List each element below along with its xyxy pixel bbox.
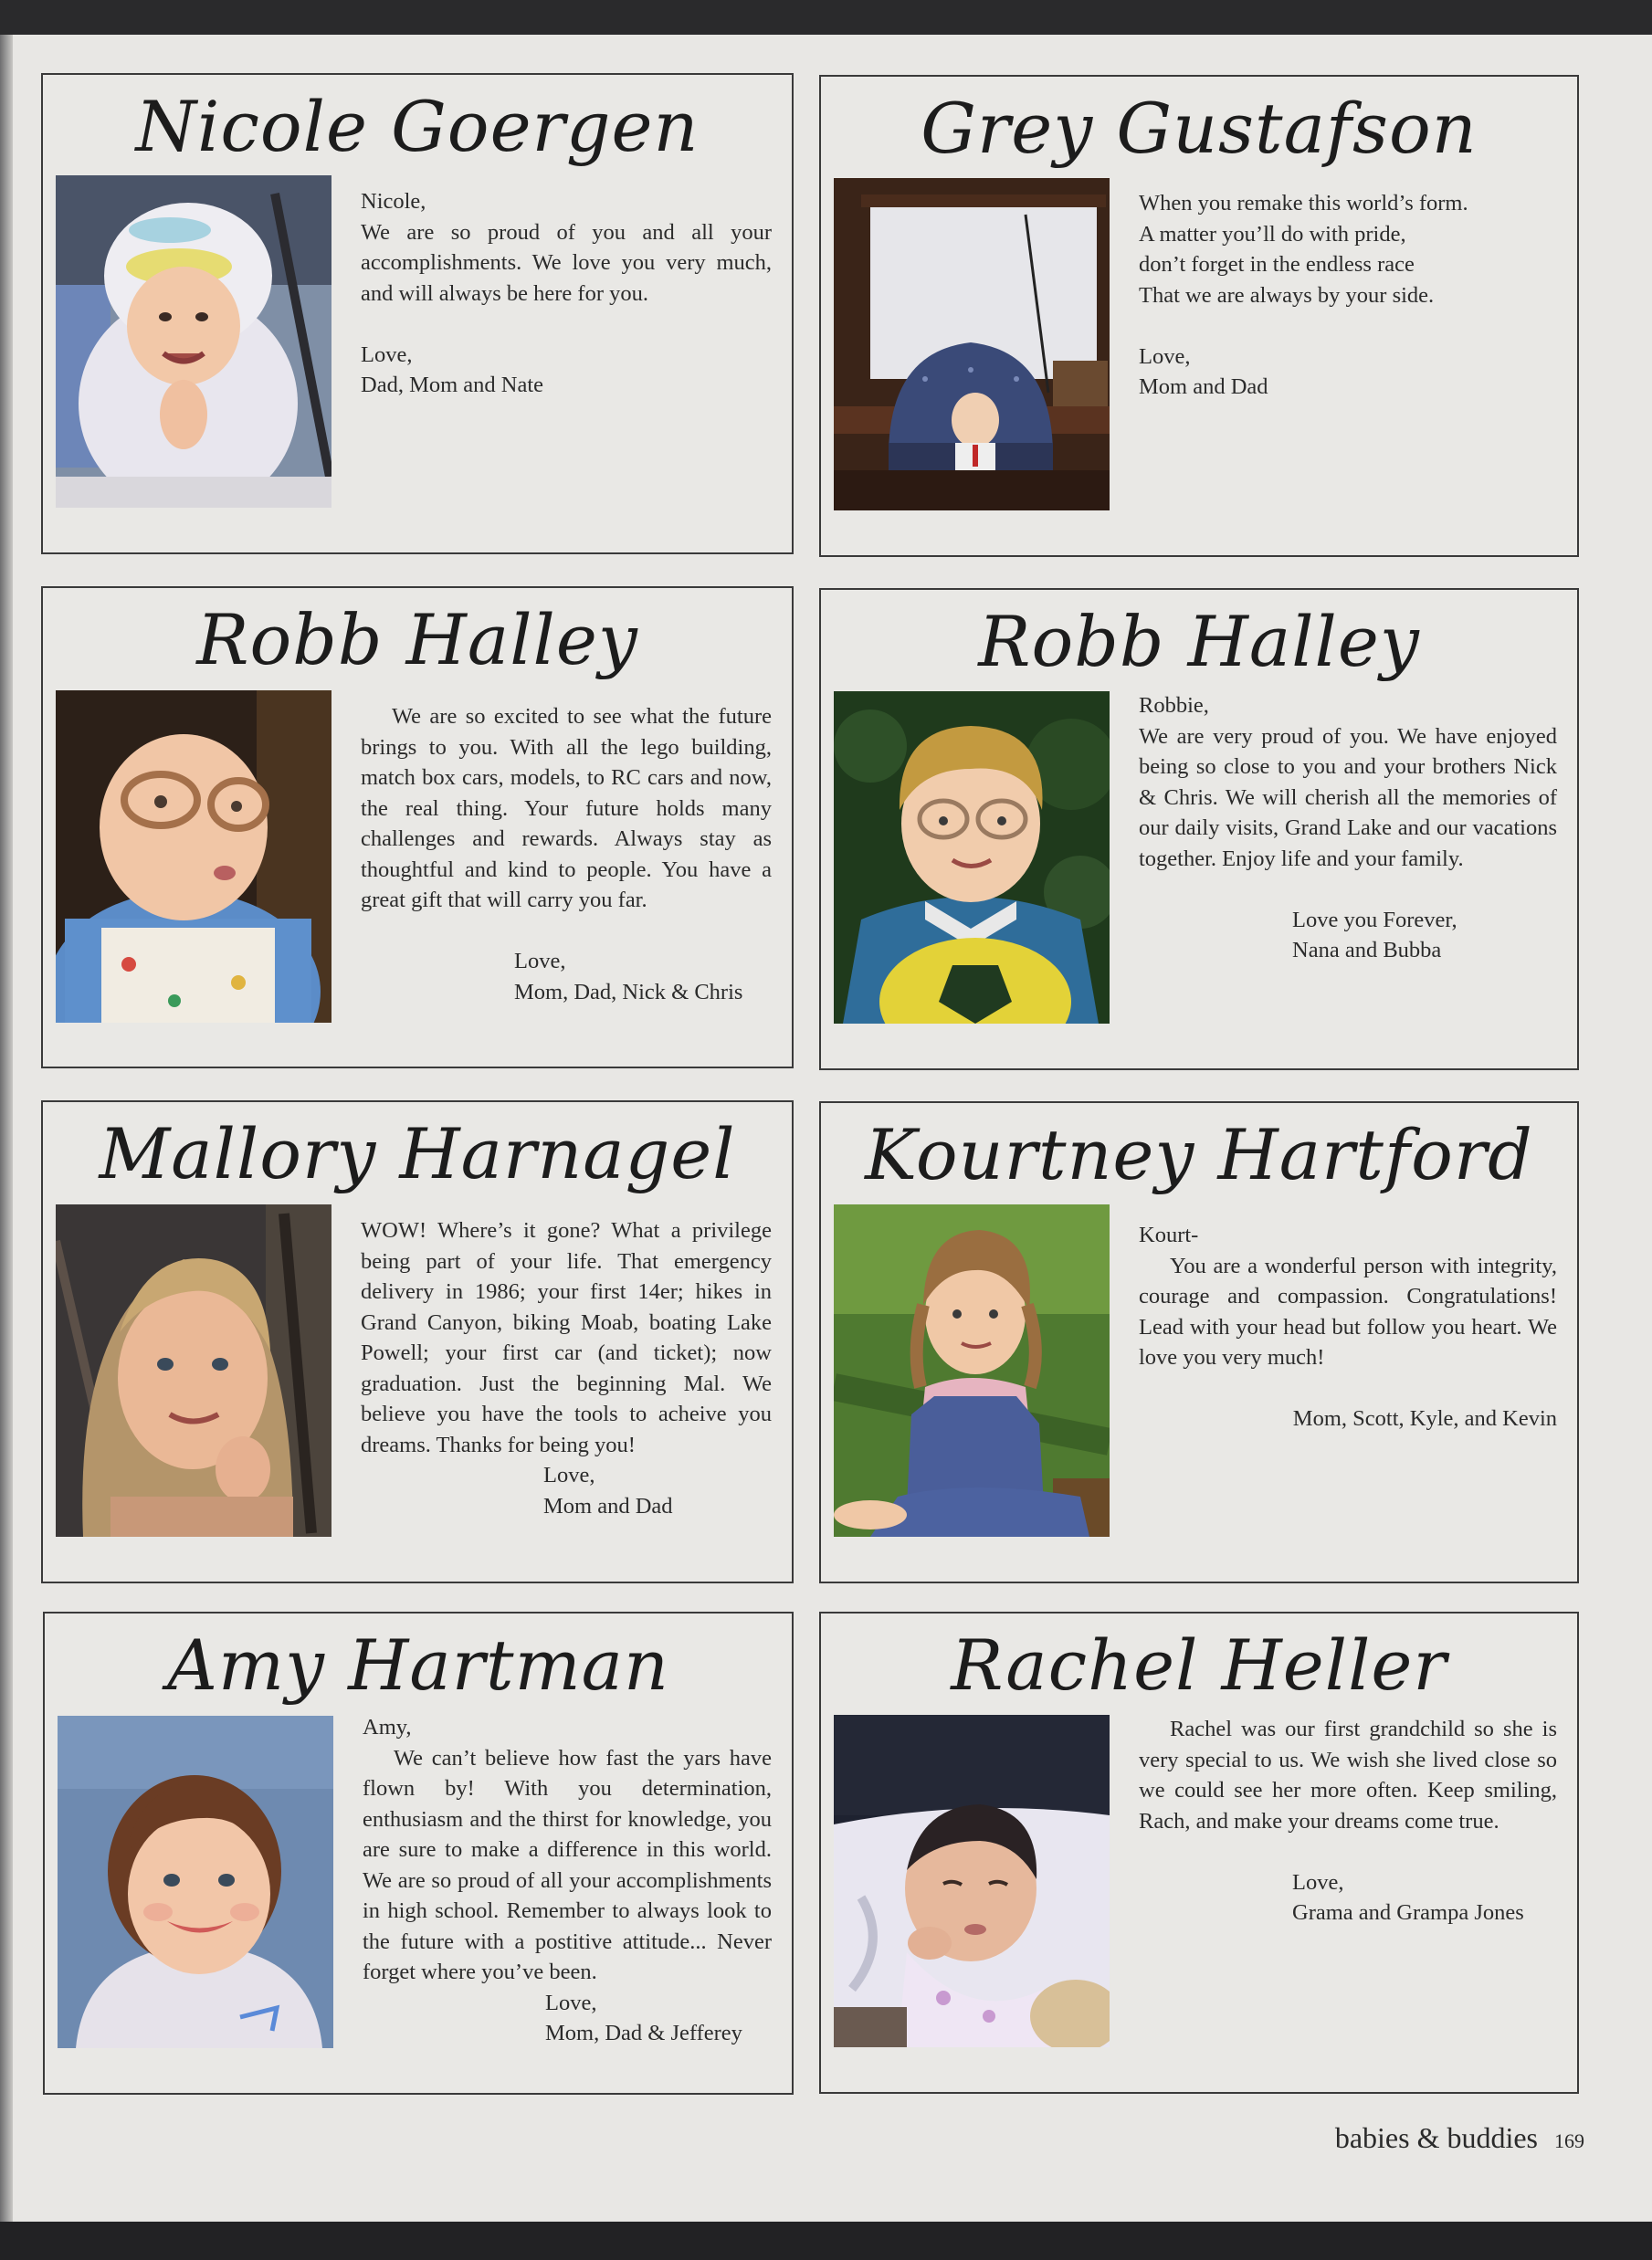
ad-box-grey-gustafson xyxy=(819,75,1579,557)
ad-message xyxy=(1139,1220,1557,1435)
ad-box-nicole-goergen xyxy=(41,73,794,554)
girl-grass-photo xyxy=(834,1204,1110,1537)
message-line: We can’t believe how fast the yars have flown by! With you determination, enthusiasm and the thirst for knowledge, you are sure to make a difference in this world. We are so proud of all your accomplishments in high school. Remember to always look to the future with a postitive attitude... Never forget where you’ve been. xyxy=(363,1745,772,1984)
message-line: When you remake this world’s form. xyxy=(1139,191,1468,215)
ad-message xyxy=(361,701,772,1007)
message-spacer xyxy=(361,309,772,340)
message-line: We are so proud of you and all your accomplishments. We love you very much, and will always be here for you. xyxy=(361,219,772,306)
ad-message xyxy=(1139,1714,1557,1929)
toddler-photo xyxy=(834,178,1110,510)
message-line: Mom, Dad & Jefferey xyxy=(545,2021,742,2045)
message-line: Grama and Grampa Jones xyxy=(1292,1900,1524,1925)
ad-box-mallory-harnagel xyxy=(41,1100,794,1583)
ad-name: Robb Halley xyxy=(978,601,1420,682)
message-line: Love you Forever, xyxy=(1292,907,1457,932)
ad-box-robb-halley-left xyxy=(41,586,794,1068)
message-line: Mom and Dad xyxy=(543,1493,673,1519)
ad-message xyxy=(1139,188,1557,403)
ad-box-amy-hartman xyxy=(43,1612,794,2095)
message-line: You are a wonderful person with integrity, courage and compassion. Congratulations! Lead with your head but follow you heart. We love you very much! xyxy=(1139,1253,1557,1370)
ad-name: Kourtney Hartford xyxy=(865,1114,1533,1195)
message-spacer xyxy=(1139,1836,1557,1867)
section-title: babies & buddies xyxy=(1334,2121,1538,2154)
message-line: Dad, Mom and Nate xyxy=(361,373,544,397)
ad-name: Amy Hartman xyxy=(167,1624,669,1706)
message-spacer xyxy=(1139,310,1557,342)
ad-name: Robb Halley xyxy=(196,599,638,680)
message-line: Love, xyxy=(545,1990,597,2015)
toddler-girl-photo xyxy=(56,1204,331,1537)
message-spacer xyxy=(361,916,772,947)
ad-name: Mallory Harnagel xyxy=(99,1113,736,1194)
ad-message xyxy=(1139,690,1557,966)
message-line: Mom, Scott, Kyle, and Kevin xyxy=(1292,1406,1557,1431)
message-line: Kourt- xyxy=(1139,1223,1199,1247)
message-line: Love, xyxy=(1292,1869,1344,1895)
message-spacer xyxy=(1139,874,1557,905)
infant-photo xyxy=(834,1715,1110,2047)
ad-message xyxy=(361,186,772,401)
ad-box-rachel-heller xyxy=(819,1612,1579,2094)
ad-name: Grey Gustafson xyxy=(921,88,1478,169)
message-line: Love, xyxy=(1139,343,1191,369)
message-line: Mom and Dad xyxy=(1139,374,1268,399)
smiling-girl-photo xyxy=(58,1716,333,2048)
page-footer xyxy=(1335,2121,1584,2155)
message-line: A matter you’ll do with pride, xyxy=(1139,221,1406,247)
ad-name: Nicole Goergen xyxy=(135,86,700,167)
ad-name: Rachel Heller xyxy=(951,1624,1447,1706)
ad-box-robb-halley-right xyxy=(819,588,1579,1070)
message-spacer xyxy=(1139,1373,1557,1404)
ad-box-kourtney-hartford xyxy=(819,1101,1579,1583)
message-line: That we are always by your side. xyxy=(1139,282,1435,308)
message-line: Love, xyxy=(361,342,413,367)
message-line: Love, xyxy=(514,949,566,973)
ad-message xyxy=(363,1712,772,2049)
message-line: We are so excited to see what the future brings to you. With all the lego building, match box cars, models, to RC cars and now, the real thing. Your future holds many challenges and rewards. Always stay as thoughtful and kind to people. You have a great gift that will carry you far. xyxy=(361,704,772,912)
message-line: Nana and Bubba xyxy=(1292,938,1442,962)
boy-ball-photo xyxy=(834,691,1110,1024)
scan-edge xyxy=(0,2222,1652,2260)
message-line: Amy, xyxy=(363,1715,412,1740)
message-line: Nicole, xyxy=(361,189,426,214)
message-line: We are very proud of you. We have enjoyed being so close to you and your brothers Nick & Chris. We will cherish all the memories of our daily visits, Grand Lake and our vacations together. Enjoy life and your family. xyxy=(1139,723,1557,871)
message-line: Rachel was our first grandchild so she is very special to us. We wish she lived close so we could see her more often. Keep smiling, Rach, and make your dreams come true. xyxy=(1139,1717,1557,1834)
message-line: don’t forget in the endless race xyxy=(1139,252,1415,277)
message-line: Mom, Dad, Nick & Chris xyxy=(514,979,743,1004)
page-edge xyxy=(0,35,13,2222)
message-line: WOW! Where’s it gone? What a privilege being part of your life. That emergency delivery in 1986; your first 14er; hikes in Grand Canyon, biking Moab, boating Lake Powell; your first car (and ticket); now graduation. Just the beginning Mal. We believe you have the tools to acheive you dreams. Thanks for being you! xyxy=(361,1218,772,1457)
message-line: Robbie, xyxy=(1139,693,1209,718)
message-line: Love, xyxy=(543,1463,595,1487)
ad-message xyxy=(361,1215,772,1521)
baby-photo xyxy=(56,175,331,508)
baby-glasses-photo xyxy=(56,690,331,1023)
page-number: 169 xyxy=(1554,2129,1584,2152)
